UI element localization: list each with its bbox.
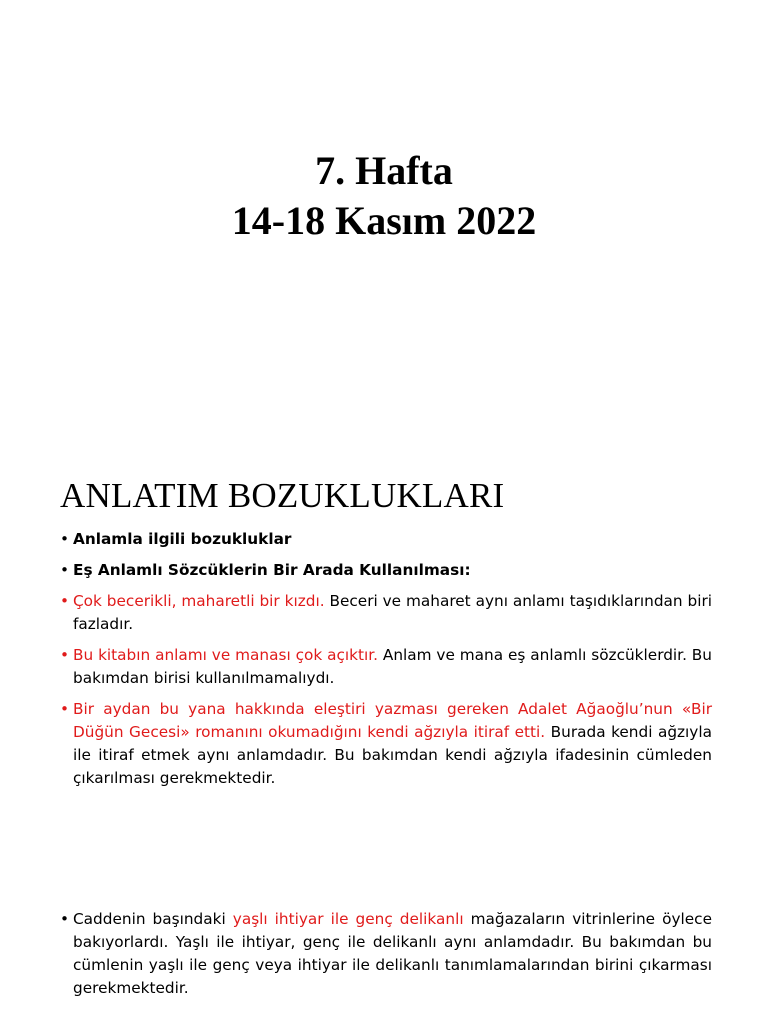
bullet-list [60,528,712,798]
explanation-text: Beceri ve maharet aynı anlamı taşıdıklarından biri fazladır. [73,592,712,633]
slide-title [0,0,768,432]
explanation-text: mağazaların vitrinlerine öylece bakıyorlardı. Yaşlı ile ihtiyar, genç ile delikanlı aynı anlamdadır. Bu bakımdan bu cümlenin yaşlı ile genç veya ihtiyar ile delikanlı tanımlamalarından birini çıkarması gerekmektedir. [73,910,712,997]
explanation-text: Burada kendi ağzıyla ile itiraf etmek aynı anlamdadır. Bu bakımdan kendi ağzıyla ifadesinin cümleden çıkarılması gerekmektedir. [73,723,712,787]
example-phrase: yaşlı ihtiyar ile genç delikanlı [232,910,464,928]
week-title: 7. Hafta [315,148,453,193]
date-range: 14-18 Kasım 2022 [231,198,537,243]
slide-anlatim-bozukluklari [0,432,768,864]
bullet-item [60,590,712,636]
bullet-item [60,698,712,790]
bullet-item [60,644,712,690]
bullet-list [60,908,712,1008]
example-sentence: Bir aydan bu yana hakkında eleştiri yazması gereken Adalet Ağaoğlu’nun «Bir Düğün Gecesi» romanını okumadığını kendi ağzıyla itiraf etti. [73,700,712,741]
slide-title-text [0,146,768,246]
bullet-item [60,908,712,1000]
slide-continued [0,864,768,1024]
example-sentence: Çok becerikli, maharetli bir kızdı. [73,592,325,610]
sentence-start: Caddenin başındaki [73,910,233,928]
bullet-text: Eş Anlamlı Sözcüklerin Bir Arada Kullanılması: [73,561,471,579]
explanation-text: Anlam ve mana eş anlamlı sözcüklerdir. Bu bakımdan birisi kullanılmamalıydı. [73,646,712,687]
bullet-item [60,559,712,582]
bullet-text: Anlamla ilgili bozukluklar [73,530,292,548]
bullet-item [60,528,712,551]
slide-heading: ANLATIM BOZUKLUKLARI [60,476,505,515]
example-sentence: Bu kitabın anlamı ve manası çok açıktır. [73,646,378,664]
